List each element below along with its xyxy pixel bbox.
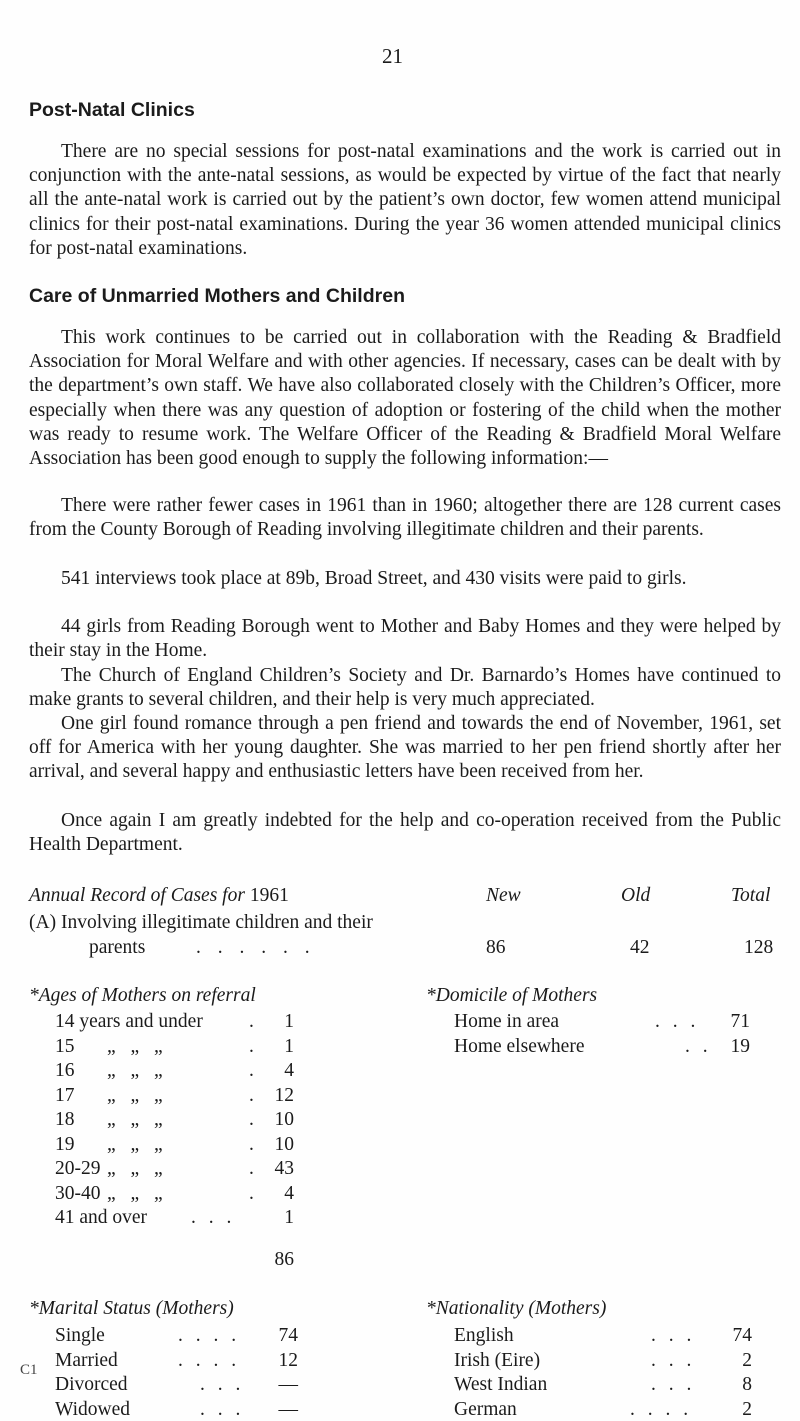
marital-row-dots: . . . [200,1374,241,1395]
marital-row-label: Divorced [55,1374,128,1395]
domicile-title: *Domicile of Mothers [426,985,598,1006]
nationality-row-value: 2 [742,1398,752,1420]
column-old-heading: Old [621,885,651,906]
marital-title: *Marital Status (Mothers) [29,1298,234,1319]
nationality-row-value: 8 [742,1374,752,1395]
domicile-row-value: 71 [730,1011,750,1032]
ages-row-label: 17 [55,1084,75,1106]
ages-total: 86 [274,1249,294,1270]
marital-row-value: — [278,1398,298,1420]
nationality-title: *Nationality (Mothers) [426,1298,607,1319]
row-label-line1: (A) Involving illegitimate children and their [29,912,373,933]
unmarried-paragraph-6: One girl found romance through a pen friend and towards the end of November, 1961, set off for America with her young daughter. She was married to her pen friend shortly after her arrival, and several happy and enthusiastic letters have been received from her. [29,713,781,783]
domicile-row-label: Home in area [454,1011,560,1032]
row-dots: . . . . . . [196,937,310,958]
unmarried-paragraph-2: There were rather fewer cases in 1961 than in 1960; altogether there are 128 current cases from the County Borough of Reading involving illegitimate children and their parents. [29,495,781,541]
unmarried-paragraph-7: Once again I am greatly indebted for the help and co-operation received from the Public Health Department. [29,810,781,856]
domicile-row-value: 19 [730,1035,750,1057]
nationality-row-label: Irish (Eire) [454,1349,541,1371]
ages-row-value: 10 [274,1133,294,1155]
ages-row-label: 30-40 [55,1182,101,1204]
record-old-value: 42 [630,937,650,958]
ages-row-ditto: „ „ „ [107,1035,163,1057]
page-number: 21 [382,44,403,68]
marital-row-dots: . . . . [178,1349,237,1371]
nationality-row-value: 74 [732,1325,752,1346]
ages-row-value: 4 [284,1060,294,1081]
nationality-row-label: German [454,1398,517,1420]
ages-row-dots: . [249,1035,254,1057]
ages-row-value: 4 [284,1182,294,1204]
annual-record-title: Annual Record of Cases for 1961 [29,885,289,906]
footer-mark: C1 [20,1362,38,1378]
unmarried-paragraph-3: 541 interviews took place at 89b, Broad Street, and 430 visits were paid to girls. [61,568,687,589]
unmarried-paragraph-1: This work continues to be carried out in collaboration with the Reading & Bradfield Association for Moral Welfare and with other agencies. If necessary, cases can be dealt with by the department’s own staff. We have also collaborated closely with the Children’s Officer, more especially when there was any question of adoption or fostering of the child when the mother was ready to resume work. The Welfare Officer of the Reading & Bradfield Moral Welfare Association has been good enough to supply the following information:— [29,327,781,470]
ages-row-label: 14 years and under [55,1011,203,1032]
unmarried-paragraph-4: 44 girls from Reading Borough went to Mother and Baby Homes and they were helped by their stay in the Home. [29,616,781,662]
marital-row-dots: . . . . [178,1325,237,1346]
marital-row-dots: . . . [200,1398,241,1420]
nationality-row-label: West Indian [454,1374,548,1395]
record-new-value: 86 [486,937,506,958]
ages-row-label: 15 [55,1035,75,1057]
domicile-row-label: Home elsewhere [454,1035,585,1057]
ages-row-label: 41 and over [55,1207,148,1228]
nationality-row-dots: . . . [651,1374,692,1395]
ages-row-ditto: „ „ „ [107,1060,163,1081]
ages-row-dots: . [249,1109,254,1130]
ages-row-label: 16 [55,1060,75,1081]
ages-row-value: 10 [274,1109,294,1130]
nationality-row-dots: . . . [651,1349,692,1371]
marital-row-label: Married [55,1349,118,1371]
marital-row-value: 12 [278,1349,298,1371]
nationality-row-label: English [454,1325,514,1346]
ages-row-label: 19 [55,1133,75,1155]
ages-row-ditto: „ „ „ [107,1133,163,1155]
ages-row-ditto: „ „ „ [107,1109,163,1130]
domicile-row-dots: . . [685,1035,708,1057]
domicile-row-dots: . . . [655,1011,696,1032]
marital-row-label: Single [55,1325,105,1346]
ages-row-dots: . [249,1158,254,1179]
ages-row-ditto: „ „ „ [107,1182,163,1204]
nationality-row-dots: . . . [651,1325,692,1346]
ages-row-value: 43 [274,1158,294,1179]
ages-row-value: 1 [284,1011,294,1032]
ages-row-value: 1 [284,1207,294,1228]
ages-row-dots: . [249,1060,254,1081]
nationality-row-value: 2 [742,1349,752,1371]
heading-unmarried-mothers: Care of Unmarried Mothers and Children [29,285,405,307]
heading-post-natal-clinics: Post-Natal Clinics [29,99,195,121]
ages-row-dots: . . . [191,1207,232,1228]
marital-row-value: — [278,1374,298,1395]
marital-row-label: Widowed [55,1398,131,1420]
ages-row-dots: . [249,1011,254,1032]
ages-row-dots: . [249,1182,254,1204]
ages-row-label: 18 [55,1109,75,1130]
ages-row-ditto: „ „ „ [107,1158,163,1179]
column-new-heading: New [486,885,521,906]
ages-row-ditto: „ „ „ [107,1084,163,1106]
ages-row-value: 12 [274,1084,294,1106]
row-label-line2: parents [89,937,146,958]
ages-row-dots: . [249,1133,254,1155]
post-natal-paragraph: There are no special sessions for post-natal examinations and the work is carried out in conjunction with the ante-natal sessions, as would be expected by virtue of the fact that nearly all the ante-natal work is carried out by the patient’s own doctor, few women attend municipal clinics for their post-natal examinations. During the year 36 women attended municipal clinics for post-natal examinations. [29,141,781,259]
ages-row-dots: . [249,1084,254,1106]
nationality-row-dots: . . . . [630,1398,689,1420]
column-total-heading: Total [731,885,771,906]
ages-row-label: 20-29 [55,1158,101,1179]
unmarried-paragraph-5: The Church of England Children’s Society and Dr. Barnardo’s Homes have continued to make grants to several children, and their help is very much appreciated. [29,665,781,711]
marital-row-value: 74 [278,1325,298,1346]
ages-title: *Ages of Mothers on referral [29,985,256,1006]
ages-row-value: 1 [284,1035,294,1057]
record-total-value: 128 [744,937,774,958]
